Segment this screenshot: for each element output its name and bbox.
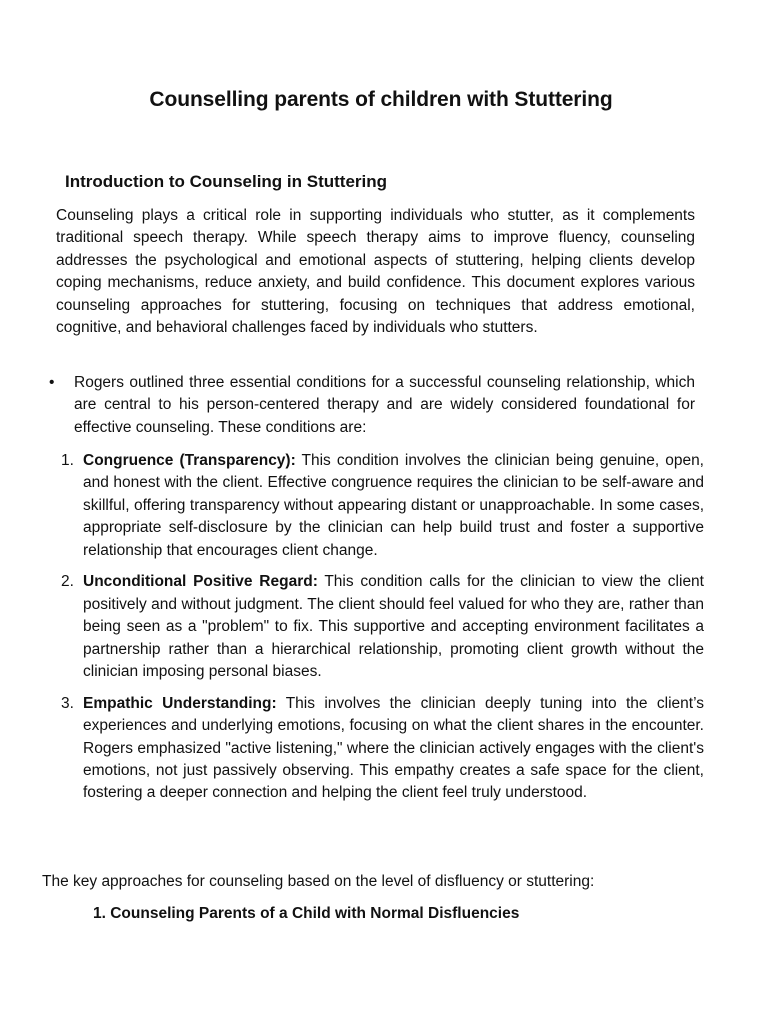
list-number: 2. [61, 573, 74, 591]
list-item [0, 693, 704, 805]
section-heading: Introduction to Counseling in Stuttering [65, 172, 388, 191]
list-item [0, 571, 704, 683]
bullet-text: Rogers outlined three essential conditions for a successful counseling relationship, which are central to his person-centered therapy and are widely considered foundational for effective counseling. These conditions are: [74, 374, 695, 436]
condition-term: Unconditional Positive Regard: [83, 573, 318, 591]
list-item [0, 372, 695, 439]
list-number: 1. [61, 452, 74, 469]
condition-term: Empathic Understanding: [83, 694, 277, 712]
list-item [0, 450, 704, 562]
document-title: Counselling parents of children with Stuttering [149, 88, 613, 111]
intro-paragraph: Counseling plays a critical role in supporting individuals who stutter, as it complements traditional speech therapy. While speech therapy aims to improve fluency, counseling addresses the psychological and emotional aspects of stuttering, helping clients develop coping mechanisms, reduce anxiety, and build confidence. This document explores various counseling approaches for stuttering, focusing on techniques that address emotional, cognitive, and behavioral challenges faced by individuals who stutters. [56, 207, 695, 337]
condition-text: This involves the clinician deeply tuning into the client’s experiences and underlying emotions, focusing on what the client shares in the encounter. Rogers emphasized "active listening," where the clinician actively engages with the client's emotions, not just passively observing. This empathy creates a safe space for the client, fostering a deeper connection and helping the client feel truly understood. [83, 694, 704, 802]
bullet-marker: • [49, 374, 55, 391]
condition-text: This condition calls for the clinician to view the client positively and without judgment. The client should feel valued for who they are, rather than being seen as a "problem" to fix. This supportive and accepting environment facilitates a partnership rather than a hierarchical relationship, promoting client growth without the clinician imposing personal biases. [83, 573, 704, 681]
approach-heading: 1. Counseling Parents of a Child with Normal Disfluencies [93, 905, 520, 922]
condition-term: Congruence (Transparency): [83, 452, 296, 469]
bullet-list [0, 372, 695, 439]
approaches-intro: The key approaches for counseling based on the level of disfluency or stuttering: [42, 873, 595, 890]
condition-text: This condition involves the clinician being genuine, open, and honest with the client. Effective congruence requires the clinician to be self-aware and skillful, offering transparency without appearing distant or unapproachable. In some cases, appropriate self-disclosure by the clinician can help build trust and foster a supportive relationship that encourages client change. [83, 452, 704, 559]
conditions-list [0, 450, 704, 814]
list-number: 3. [61, 694, 74, 712]
